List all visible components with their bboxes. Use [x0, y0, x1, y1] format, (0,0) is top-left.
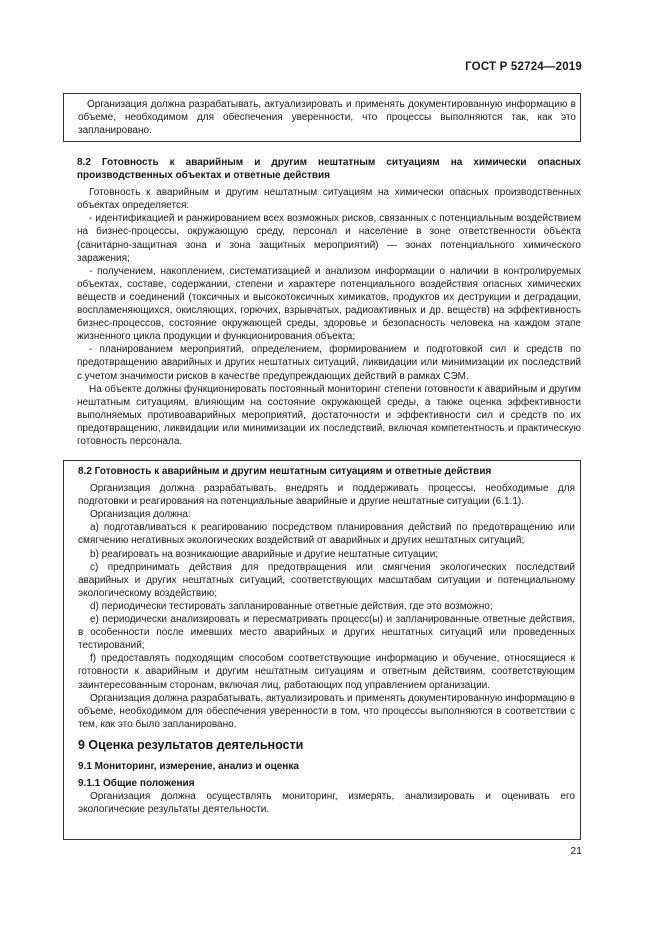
list-item-b: b) реагировать на возникающие аварийные и другие нештатные ситуации; — [90, 548, 439, 560]
list-item-d: d) периодически тестировать запланированные ответные действия, где это возможно; — [90, 600, 493, 612]
box-paragraph: Организация должна разрабатывать, актуализировать и применять документированную информацию в объеме, необходимом для обеспечения уверенности в том, что процессы выполняются в соответствии с тем, как это было запланировано. — [78, 692, 575, 730]
section-9-1-1-heading: 9.1.1 Общие положения — [78, 778, 195, 790]
list-item: - идентификацией и ранжированием всех возможных рисков, связанных с потенциальным воздействием на бизнес-процессы, окружающую среду, персонал и население в зоне ответственности объекта (санитарно-защитная зона и зона защитных мероприятий) — зонах потенциального химического заражения; — [77, 213, 581, 264]
box-paragraph: Организация должна: — [90, 509, 191, 521]
list-item-f: f) предоставлять подходящим способом соответствующие информацию и обучение, относящиеся к готовности к аварийным и другим нештатным ситуациям и ответным действиям, соответствующим заинтересованным сторонам, включая лиц, работающих под управлением организации. — [78, 653, 575, 691]
framed-text-box-bottom — [63, 460, 581, 840]
section-heading: 8.2 Готовность к аварийным и другим нештатным ситуациям на химически опасных производственных объектах и ответные действия — [77, 157, 581, 182]
framed-text-box-top — [63, 93, 581, 142]
paragraph: На объекте должны функционировать постоянный мониторинг степени готовности к аварийным и другим нештатным ситуациям, влияющим на состояние окружающей среды, а также оценка эффективности выполняемых противоаварийных мероприятий, достаточности и эффективности сил и средств по их предотвращению, ликвидации или минимизации их последствий, включая компетентность и практическую готовность персонала. — [77, 383, 581, 447]
standard-header: ГОСТ Р 52724—2019 — [465, 61, 582, 73]
box-paragraph: Организация должна разрабатывать, актуализировать и применять документированную информацию в объеме, необходимом для обеспечения уверенности, что процессы выполняются так, как это запланировано. — [78, 99, 576, 137]
list-item-e: e) периодически анализировать и пересматривать процесс(ы) и запланированные ответные действия, в особенности после имевших место аварийных и других нештатных ситуаций или проведенных тестирований; — [78, 614, 575, 652]
box-heading: 8.2 Готовность к аварийным и другим нештатным ситуациям и ответные действия — [78, 466, 492, 477]
section-8-2-chemical — [63, 156, 581, 448]
list-item-c: c) предпринимать действия для предотвращения или смягчения экологических последствий аварийных и других нештатных ситуаций, соответствующих масштабам ситуации и потенциальному экологическому воздействию; — [78, 561, 575, 599]
box-paragraph: Организация должна осуществлять мониторинг, измерять, анализировать и оценивать его экологические результаты деятельности. — [78, 791, 575, 816]
section-9-heading: 9 Оценка результатов деятельности — [78, 737, 304, 752]
section-9-1-heading: 9.1 Мониторинг, измерение, анализ и оценка — [78, 760, 299, 772]
page-number: 21 — [570, 845, 582, 857]
box-paragraph: Организация должна разрабатывать, внедрять и поддерживать процессы, необходимые для подготовки и реагирования на потенциальные аварийные и другие нештатные ситуации (6.1.1). — [78, 483, 575, 508]
list-item-a: a) подготавливаться к реагированию посредством планирования действий по предотвращению или смягчению негативных экологических воздействий от аварийных и других нештатных ситуаций; — [78, 522, 575, 547]
intro-paragraph: Готовность к аварийным и другим нештатным ситуациям на химически опасных производственных объектах определяется: — [77, 187, 581, 212]
list-item: - планированием мероприятий, определением, формированием и подготовкой сил и средств по предотвращению аварийных и других нештатных ситуаций, ликвидации или минимизации их последствий с учетом значимости рисков в качестве предупреждающих действий в рамках СЭМ. — [77, 344, 581, 382]
list-item: - получением, накоплением, систематизацией и анализом информации о наличии в контролируемых объектах, составе, содержании, степени и характере потенциального воздействия опасных химических веществ и соединений (токсичных и высокотоксичных химикатов, продуктов их деструкции и деградации, воспламеняющихся, окисляющих, горючих, взрывчатых, радиоактивных и др. веществ) на эффективность бизнес-процессов, состояние окружающей среды, здоровье и безопасность человека на каждом этапе жизненного цикла продукции и функционирования объекта; — [77, 265, 581, 343]
